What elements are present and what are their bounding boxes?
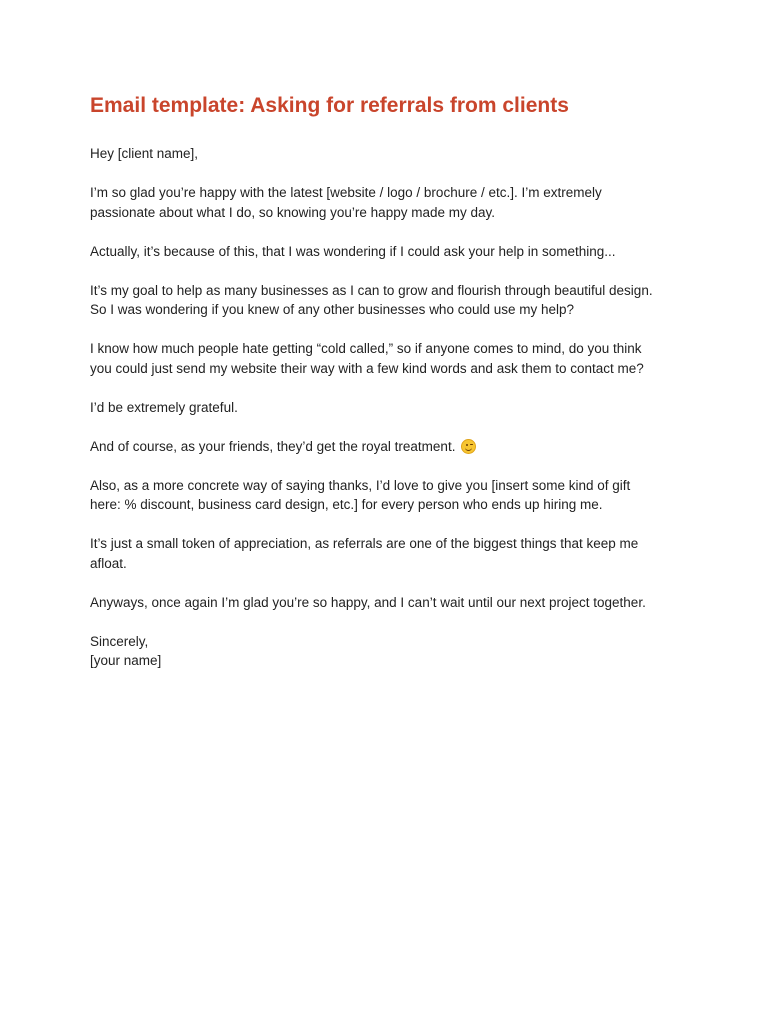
paragraph-line bbox=[90, 437, 680, 457]
paragraph-line: you could just send my website their way with a few kind words and ask them to contact me? bbox=[90, 360, 644, 376]
paragraph-grateful bbox=[90, 398, 680, 418]
paragraph-line: It’s my goal to help as many businesses as I can to grow and flourish through beautiful design. bbox=[90, 282, 653, 298]
winking-face-icon bbox=[461, 439, 476, 454]
paragraph-line: Actually, it’s because of this, that I was wondering if I could ask your help in something... bbox=[90, 243, 616, 259]
document-page bbox=[90, 92, 680, 690]
signer-name: [your name] bbox=[90, 653, 162, 668]
paragraph-text: And of course, as your friends, they’d get the royal treatment. bbox=[90, 438, 456, 454]
paragraph-goal bbox=[90, 281, 680, 320]
paragraph-request bbox=[90, 339, 680, 378]
sign-off: Sincerely, bbox=[90, 633, 149, 649]
paragraph-transition bbox=[90, 242, 680, 262]
paragraph-line: Also, as a more concrete way of saying thanks, I’d love to give you [insert some kind of gift bbox=[90, 477, 631, 493]
document-title: Email template: Asking for referrals from clients bbox=[90, 94, 569, 117]
paragraph-thanks bbox=[90, 183, 680, 222]
paragraph-line: I know how much people hate getting “cold called,” so if anyone comes to mind, do you think bbox=[90, 341, 642, 356]
paragraph-line: afloat. bbox=[90, 555, 127, 571]
greeting-line: Hey [client name], bbox=[90, 146, 199, 161]
paragraph-appreciation bbox=[90, 534, 680, 573]
paragraph-line: I’m so glad you’re happy with the latest [website / logo / brochure / etc.]. I’m extremely bbox=[90, 185, 602, 200]
paragraph-gift-offer bbox=[90, 476, 680, 515]
paragraph-line: It’s just a small token of appreciation, as referrals are one of the biggest things that keep me bbox=[90, 536, 639, 551]
greeting-paragraph bbox=[90, 144, 680, 164]
signature-block bbox=[90, 632, 680, 671]
paragraph-line: here: % discount, business card design, etc.] for every person who ends up hiring me. bbox=[90, 497, 603, 512]
paragraph-line: So I was wondering if you knew of any other businesses who could use my help? bbox=[90, 302, 575, 317]
paragraph-line: Anyways, once again I’m glad you’re so happy, and I can’t wait until our next project together. bbox=[90, 594, 646, 610]
paragraph-closing-remark bbox=[90, 593, 680, 613]
paragraph-line: I’d be extremely grateful. bbox=[90, 399, 238, 415]
paragraph-line: passionate about what I do, so knowing you’re happy made my day. bbox=[90, 204, 495, 220]
paragraph-royal-treatment bbox=[90, 437, 680, 457]
